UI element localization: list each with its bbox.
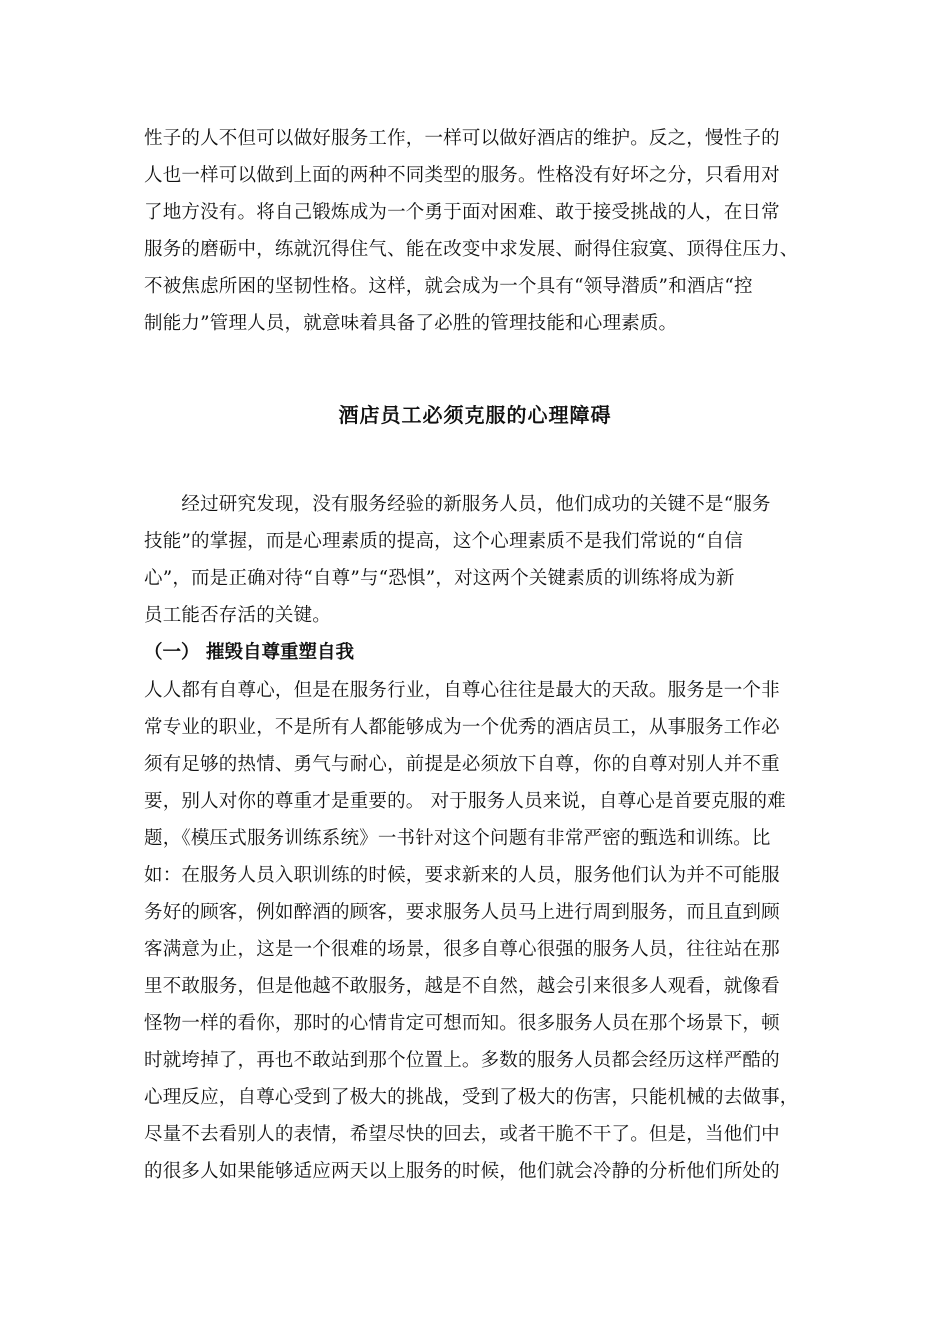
paragraph-line: 服务的磨砺中，练就沉得住气、能在改变中求发展、耐得住寂寞、顶得住压力、 <box>144 239 799 260</box>
paragraph-line: 了地方没有。将自己锻炼成为一个勇于面对困难、敢于接受挑战的人，在日常 <box>144 202 780 223</box>
section-title: 酒店员工必须克服的心理障碍 <box>338 403 612 427</box>
paragraph-line: 怪物一样的看你，那时的心情肯定可想而知。很多服务人员在那个场景下，顿 <box>144 1013 780 1034</box>
paragraph-line: 心理反应，自尊心受到了极大的挑战，受到了极大的伤害，只能机械的去做事， <box>144 1087 799 1108</box>
paragraph-line: 经过研究发现，没有服务经验的新服务人员，他们成功的关键不是“服务 <box>144 494 771 515</box>
paragraph-line: 技能”的掌握，而是心理素质的提高，这个心理素质不是我们常说的“自信 <box>144 531 744 552</box>
paragraph-line: 不被焦虑所困的坚韧性格。这样，就会成为一个具有“领导潜质”和酒店“控 <box>144 276 753 297</box>
paragraph-line: 人也一样可以做到上面的两种不同类型的服务。性格没有好坏之分，只看用对 <box>144 165 780 186</box>
paragraph-line: 人人都有自尊心，但是在服务行业，自尊心往往是最大的天敌。服务是一个非 <box>144 680 780 701</box>
paragraph-line: 里不敢服务，但是他越不敢服务，越是不自然，越会引来很多人观看，就像看 <box>144 976 780 997</box>
paragraph-line: 的很多人如果能够适应两天以上服务的时候，他们就会冷静的分析他们所处的 <box>144 1161 780 1182</box>
paragraph-line: 题，《模压式服务训练系统》一书针对这个问题有非常严密的甄选和训练。比 <box>144 828 771 849</box>
paragraph-line: 尽量不去看别人的表情，希望尽快的回去，或者干脆不干了。但是，当他们中 <box>144 1124 780 1145</box>
paragraph-line: 员工能否存活的关键。 <box>144 605 332 626</box>
paragraph-line: 性子的人不但可以做好服务工作，一样可以做好酒店的维护。反之，慢性子的 <box>144 128 780 149</box>
paragraph-line: 常专业的职业，不是所有人都能够成为一个优秀的酒店员工，从事服务工作必 <box>144 717 780 738</box>
paragraph-line: 如：在服务人员入职训练的时候，要求新来的人员，服务他们认为并不可能服 <box>144 865 780 886</box>
paragraph-line: 客满意为止，这是一个很难的场景，很多自尊心很强的服务人员，往往站在那 <box>144 939 780 960</box>
paragraph-line: 时就垮掉了，再也不敢站到那个位置上。多数的服务人员都会经历这样严酷的 <box>144 1050 780 1071</box>
paragraph-line: 要，别人对你的尊重才是重要的。 对于服务人员来说，自尊心是首要克服的难 <box>144 791 786 812</box>
paragraph-line: 心”，而是正确对待“自尊”与“恐惧”，对这两个关键素质的训练将成为新 <box>144 568 735 589</box>
paragraph-line: 务好的顾客，例如醉酒的顾客，要求服务人员马上进行周到服务，而且直到顾 <box>144 902 780 923</box>
paragraph-line: 须有足够的热情、勇气与耐心，前提是必须放下自尊，你的自尊对别人并不重 <box>144 754 780 775</box>
paragraph-line: 制能力”管理人员，就意味着具备了必胜的管理技能和心理素质。 <box>144 313 678 334</box>
subsection-heading: （一） 摧毁自尊重塑自我 <box>144 642 354 663</box>
